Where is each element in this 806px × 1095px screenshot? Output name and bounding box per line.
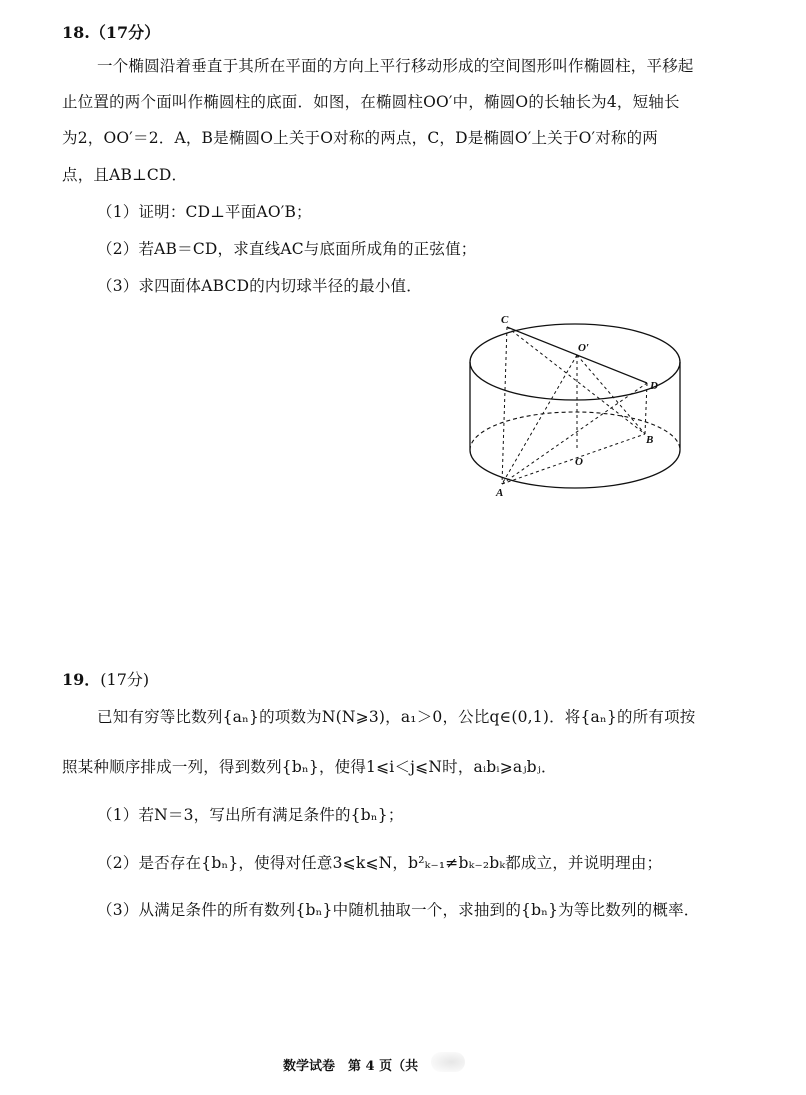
segment-ab: [502, 434, 645, 484]
label-o-prime: O′: [578, 342, 590, 354]
label-o: O: [575, 456, 583, 468]
page-footer: 数学试卷 第 4 页（共: [283, 1059, 419, 1074]
label-b: B: [646, 434, 654, 446]
q18-item-3: （3）求四面体ABCD的内切球半径的最小值．: [97, 277, 422, 295]
q19-item-1: （1）若N＝3，写出所有满足条件的{bₙ}；: [97, 806, 404, 824]
label-c: C: [501, 314, 509, 326]
q19-para-line-2: 照某种顺序排成一列，得到数列{bₙ}，使得1⩽i＜j⩽N时，aᵢbᵢ⩾aⱼbⱼ．: [62, 758, 557, 776]
elliptic-cylinder-figure: [462, 310, 692, 510]
segment-cb: [507, 327, 645, 434]
q18-para-line-4: 点，且AB⊥CD．: [62, 166, 188, 184]
label-a: A: [496, 487, 504, 499]
q18-score: （17分）: [89, 23, 161, 42]
q19-number: 19．: [62, 670, 101, 689]
segment-ad: [502, 383, 647, 484]
q18-para-line-1: 一个椭圆沿着垂直于其所在平面的方向上平行移动形成的空间图形叫作椭圆柱，平移起: [97, 57, 694, 75]
segment-o-prime-b: [577, 355, 645, 434]
q18-header: [62, 20, 160, 43]
q18-para-line-2: 止位置的两个面叫作椭圆柱的底面．如图，在椭圆柱OO′中，椭圆O的长轴长为4，短轴长: [62, 93, 680, 111]
top-ellipse: [470, 324, 680, 400]
q19-score: (17分): [100, 670, 150, 689]
q19-item-2: （2）是否存在{bₙ}，使得对任意3⩽k⩽N，b²ₖ₋₁≠bₖ₋₂bₖ都成立，并说明理由；: [97, 854, 663, 872]
segment-ac: [502, 327, 507, 484]
label-d: D: [650, 380, 658, 392]
q19-para-line-1: 已知有穷等比数列{aₙ}的项数为N(N⩾3)，a₁＞0，公比q∈(0,1)．将{aₙ}的所有项按: [97, 708, 696, 726]
q18-item-2: （2）若AB＝CD，求直线AC与底面所成角的正弦值；: [97, 240, 477, 258]
q18-para-line-3: 为2，OO′＝2．A，B是椭圆O上关于O对称的两点，C，D是椭圆O′上关于O′对称的两: [62, 129, 658, 147]
q19-header: [62, 667, 149, 690]
q19-item-3: （3）从满足条件的所有数列{bₙ}中随机抽取一个，求抽到的{bₙ}为等比数列的概率．: [97, 901, 700, 919]
smudge-mark: [431, 1052, 465, 1072]
q18-number: 18.: [62, 23, 90, 42]
q18-item-1: （1）证明：CD⊥平面AO′B；: [97, 203, 312, 221]
